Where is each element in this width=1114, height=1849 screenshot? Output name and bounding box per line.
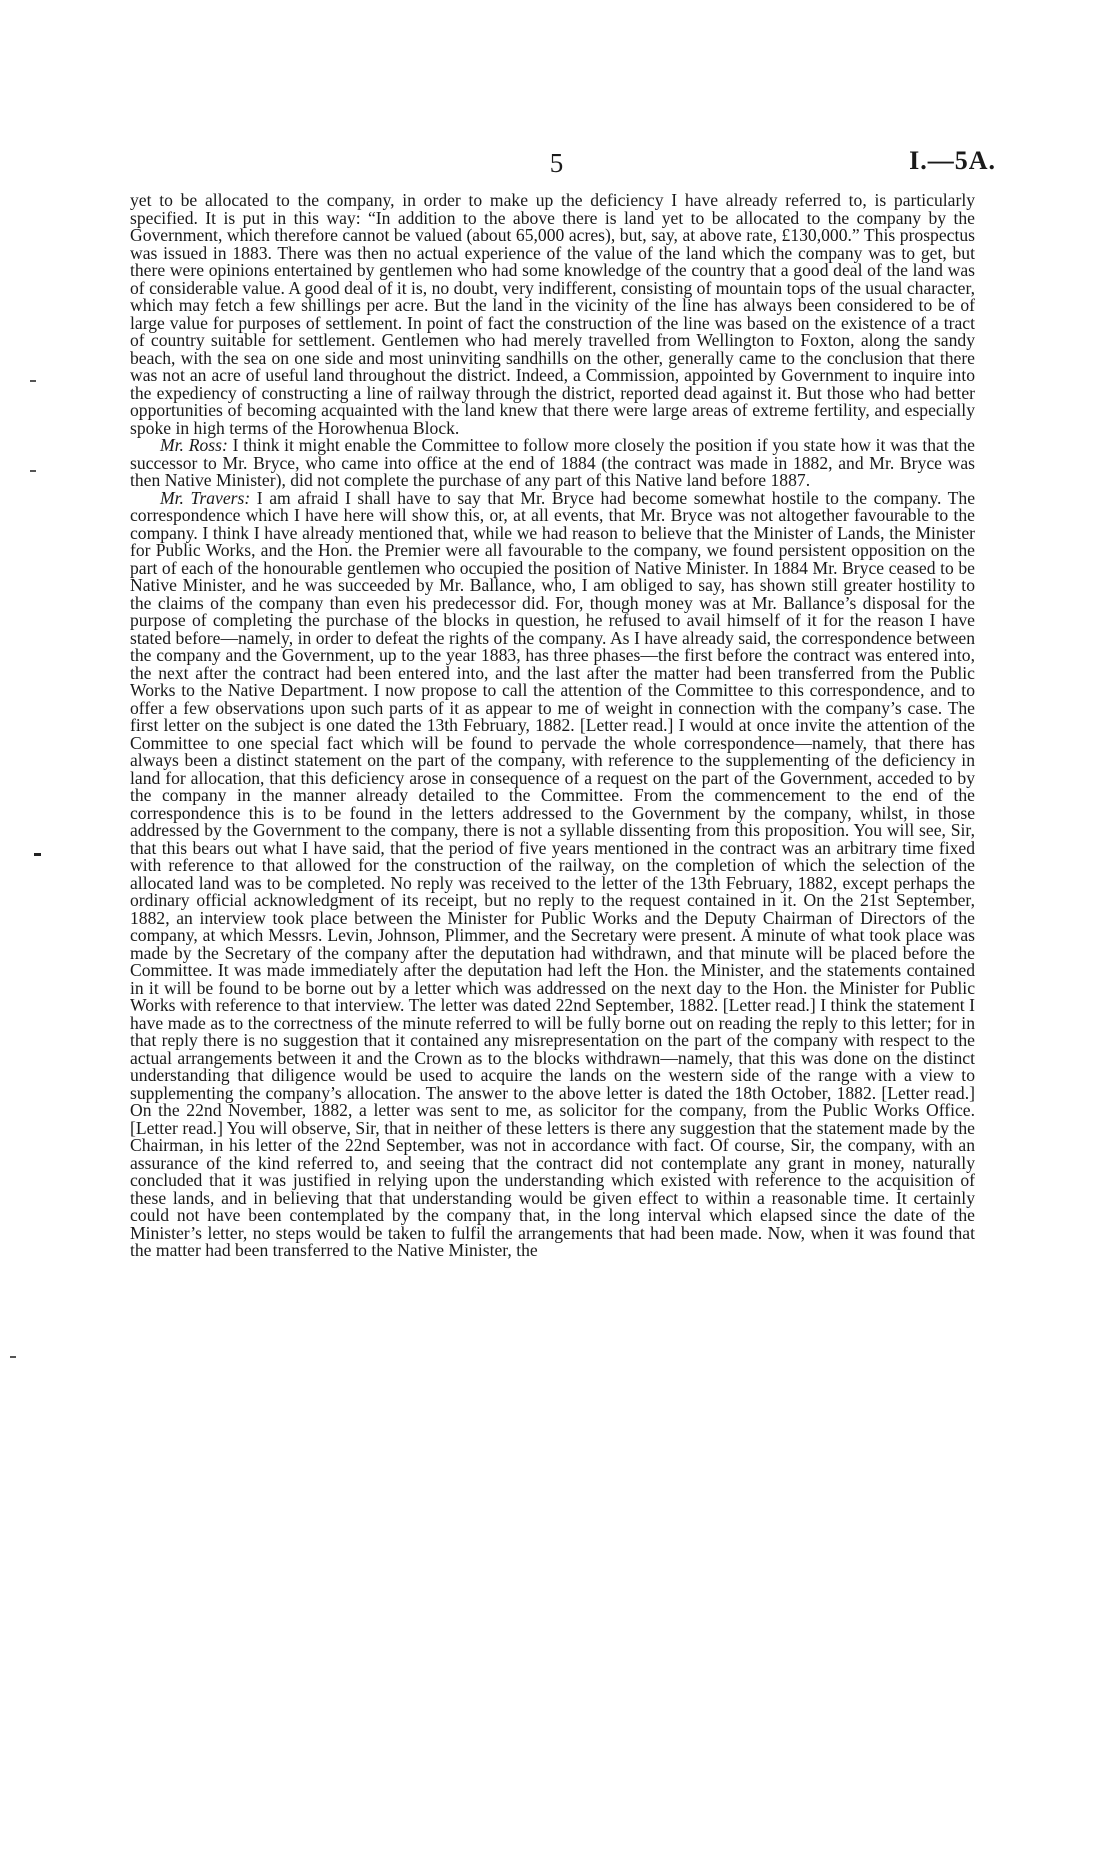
speaker-name: Mr. Travers: [160, 487, 251, 508]
speaker-name: Mr. Ross: [160, 435, 228, 455]
paper-reference: I.—5A. [909, 146, 996, 175]
page-number: 5 [549, 148, 565, 178]
margin-mark [34, 853, 41, 856]
speech-text: I am afraid I shall have to say that Mr. Bryce had become somewhat hostile to the company. The correspondence which I have here will show this, or, at all events, that Mr. Bryce was not altogether favourable to the company. I think I have already mentioned that, while we had reason to believe that the Minister of Lands, the Minister for Public Works, and the Hon. the Premier were all favourable to the company, we found persistent opposition on the part of each of the honourable gentlemen who occupied the position of Native Minister. In 1884 Mr. Bryce ceased to be Native Minister, and he was succeeded by Mr. Ballance, who, I am obliged to say, has shown still greater hostility to the claims of the company than even his predecessor did. For, though money was at Mr. Ballance’s disposal for the purpose of completing the purchase of the blocks in question, he refused to avail himself of it for the reason I have stated before—namely, in order to defeat the rights of the company. As I have already said, the correspondence between the company and the Government, up to the year 1883, has three phases—the first before the contract was entered into, the next after the contract had been entered into, and the last after the matter had been transferred from the Public Works to the Native Department. I now propose to call the attention of the Committee to this correspondence, and to offer a few observations upon such parts of it as appear to me of weight in connection with the company’s case. The first letter on the subject is one dated the 13th February, 1882. [Letter read.] I would at once invite the attention of the Committee to one special fact which will be found to pervade the whole correspondence—namely, that there has always been a distinct statement on the part of the company, with reference to the supplementing of the deficiency in land for allocation, that this deficiency arose in consequence of a request on the part of the Government, acceded to by the company in the manner already detailed to the Committee. From the commencement to the end of the correspondence this is to be found in the letters addressed to the Government by the company, whilst, in those addressed by the Government to the company, there is not a syllable dissenting from this proposition. You will see, Sir, that this bears out what I have said, that the period of five years mentioned in the contract was an arbitrary time fixed with reference to that allowed for the construction of the railway, on the completion of which the selection of the allocated land was to be completed. No reply was received to the letter of the 13th February, 1882, except perhaps the ordinary official acknowledgment of its receipt, but no reply to the request contained in it. On the 21st September, 1882, an interview took place between the Minister for Public Works and the Deputy Chairman of Directors of the company, at which Messrs. Levin, Johnson, Plimmer, and the Secretary were present. A minute of what took place was made by the Secretary of the company after the deputation had withdrawn, and that minute will be placed before the Committee. It was made immediately after the deputation had left the Hon. the Minister, and the statements contained in it will be found to be borne out by a letter which was addressed on the next day to the Hon. the Minister for Public Works with reference to that interview. The letter was dated 22nd September, 1882. [Letter read.] I think the statement I have made as to the correctness of the minute referred to will be fully borne out on reading the reply to this letter; for in that reply there is no suggestion that it contained any misrepresentation on the part of the company with respect to the actual arrangements between it and the Crown as to the blocks withdrawn—namely, that this was done on the distinct understanding that diligence would be used to acquire the lands on the western side of the range with a view to supplementing the company’s allocation. The answer to the above letter is dated the 18th October, 1882. [Letter read.] On the 22nd November, 1882, a letter was sent to me, as solicitor for the company, from the Public Works Office. [Letter read.] You will observe, Sir, that in neither of these letters is there any suggestion that the statement made by the Chairman, in his letter of the 22nd September, was not in accordance with fact. Of course, Sir, the company, with an assurance of the kind referred to, and seeing that the contract did not contemplate any grant in money, naturally concluded that it was justified in relying upon the understanding which existed with reference to the acquisition of these lands, and in believing that that understanding would be given effect to within a reasonable time. It certainly could not have been contemplated by the company that, in the long interval which elapsed since the date of the Minister’s letter, no steps would be taken to fulfil the arrangements that had been made. Now, when it was found that the matter had been transferred to the Native Minister, the [130, 487, 976, 1260]
paragraph [130, 437, 975, 490]
paragraph: yet to be allocated to the company, in order to make up the deficiency I have already referred to, is particularly specified. It is put in this way: “In addition to the above there is land yet to be allocated to the company by the Government, which therefore cannot be valued (about 65,000 acres), but, say, at above rate, £130,000.” This prospectus was issued in 1883. There was then no actual experience of the value of the land which the company was to get, but there were opinions entertained by gentlemen who had some knowledge of the country that a good deal of the land was of considerable value. A good deal of it is, no doubt, very indifferent, consisting of mountain tops of the usual character, which may fetch a few shillings per acre. But the land in the vicinity of the line has always been considered to be of large value for purposes of settlement. In point of fact the construction of the line was based on the existence of a tract of country suitable for settlement. Gentlemen who had merely travelled from Wellington to Foxton, along the sandy beach, with the sea on one side and most uninviting sandhills on the other, generally came to the conclusion that there was not an acre of useful land throughout the district. Indeed, a Commission, appointed by Government to inquire into the expediency of constructing a line of railway through the district, reported dead against it. But those who had better opportunities of becoming acquainted with the land knew that there were large areas of extreme fertility, and especially spoke in high terms of the Horowhenua Block. [130, 190, 975, 438]
margin-mark [30, 380, 36, 382]
speech-text: I think it might enable the Committee to follow more closely the position if you state how it was that the successor to Mr. Bryce, who came into office at the end of 1884 (the contract was made in 1882, and Mr. Bryce was then Native Minister), did not complete the purchase of any part of this Native land before 1887. [130, 435, 975, 490]
margin-mark [30, 470, 36, 472]
body-text [130, 192, 975, 1260]
margin-mark [10, 1356, 16, 1358]
paragraph [130, 487, 976, 1260]
